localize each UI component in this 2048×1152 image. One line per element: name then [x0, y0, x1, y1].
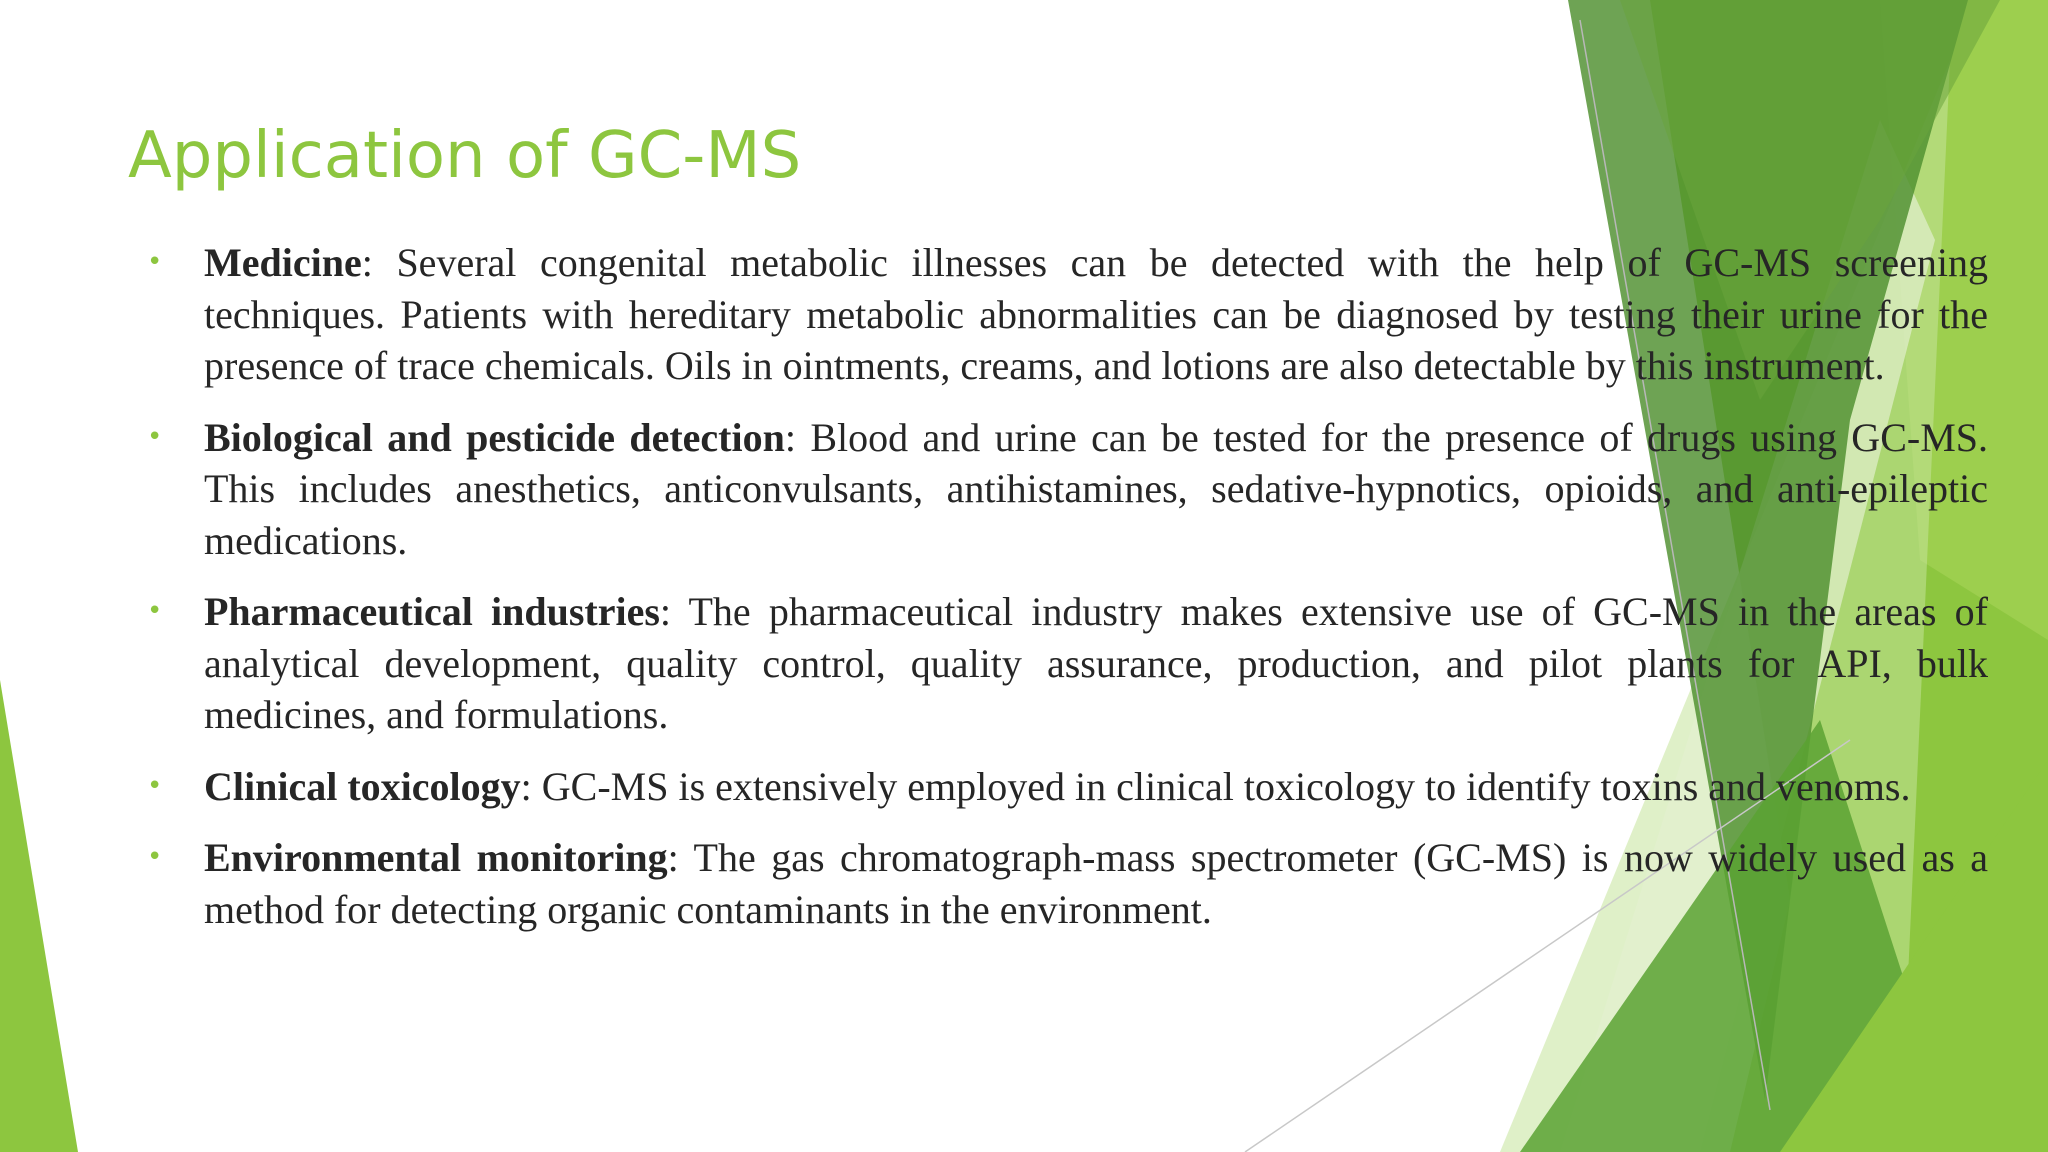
bullet-item-clinical-toxicology — [147, 761, 1988, 813]
bullet-term: Environmental monitoring — [204, 835, 668, 880]
bullet-list — [147, 237, 1989, 955]
bullet-marker: • — [147, 770, 163, 801]
bullet-term: Medicine — [204, 240, 362, 285]
bullet-marker: • — [147, 421, 163, 452]
left-accent-shape — [0, 680, 78, 1152]
bullet-text: : The pharmaceutical industry makes extensive use of GC-MS in the areas of analytical development, quality control, quality assurance, production, and pilot plants for API, bulk medicines, and formulations. — [204, 589, 1988, 737]
bullet-text: : Blood and urine can be tested for the presence of drugs using GC-MS. This includes anesthetics, anticonvulsants, antihistamines, sedative-hypnotics, opioids, and anti-epileptic medications. — [204, 414, 1989, 563]
bullet-term: Biological and pesticide detection — [204, 414, 785, 460]
bullet-text: : The gas chromatograph-mass spectrometer (GC-MS) is now widely used as a method for detecting organic contaminants in the environment. — [204, 835, 1989, 932]
bullet-term: Clinical toxicology — [204, 763, 521, 809]
bullet-term: Pharmaceutical industries — [204, 589, 660, 634]
bullet-text: : GC-MS is extensively employed in clinical toxicology to identify toxins and venoms. — [520, 763, 1911, 809]
bullet-item-environmental-monitoring — [147, 832, 1989, 935]
bullet-marker: • — [147, 247, 163, 277]
bullet-item-medicine — [147, 237, 1988, 392]
bullet-marker: • — [147, 842, 163, 872]
bullet-item-biological-pesticide-detection — [147, 412, 1989, 567]
slide-title: Application of GC-MS — [128, 119, 802, 193]
bullet-item-pharmaceutical-industries — [147, 586, 1988, 741]
bullet-text: : Several congenital metabolic illnesses can be detected with the help of GC-MS screening techniques. Patients with hereditary metabolic abnormalities can be diagnosed by testing their urine for the presence of trace chemicals. Oils in ointments, creams, and lotions are also detectable by this instrument. — [204, 240, 1988, 388]
bullet-marker: • — [147, 596, 163, 626]
